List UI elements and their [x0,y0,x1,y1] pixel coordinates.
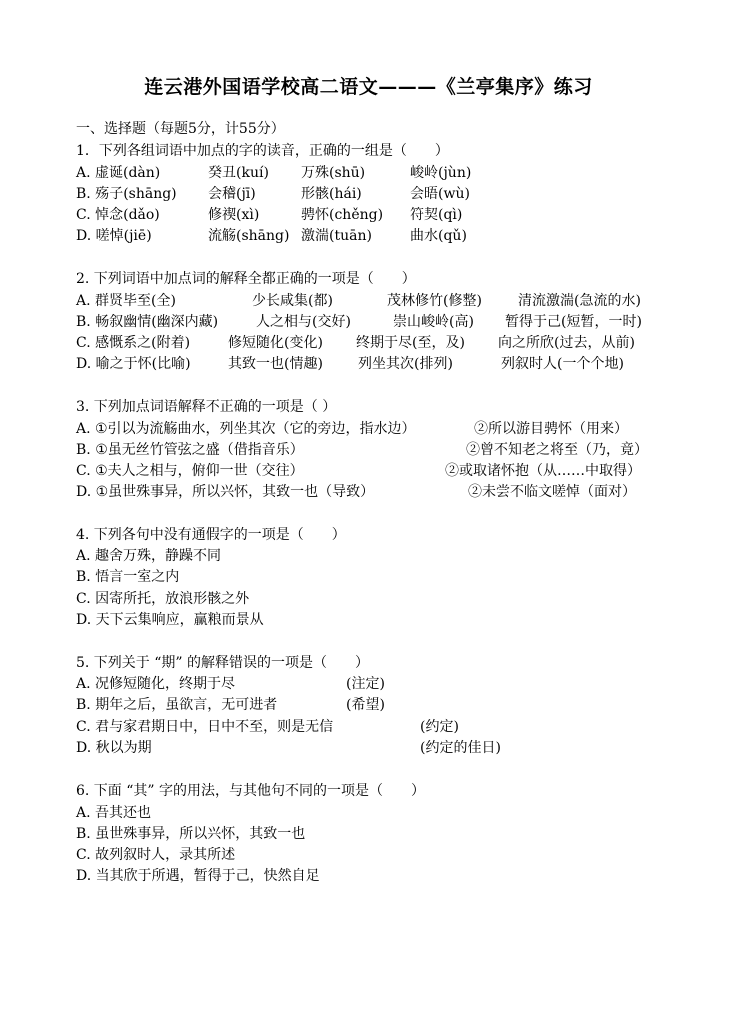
q1-c-4: 符契(qì) [410,207,463,223]
q1-option-a [76,163,676,183]
q1-d-4: 曲水(qǔ) [410,228,467,244]
q1-b-3: 形骸(hái) [301,186,362,202]
q2-c-2: 修短随化(变化) [228,335,323,351]
q3-option-c [76,461,666,481]
q5-b-text: B. 期年之后，虽欲言，无可进者 [76,697,278,713]
q1-a-1: A. 虚诞(dàn) [76,165,161,181]
q1-option-c [76,205,676,225]
q2-option-c [76,333,666,353]
q2-option-a [76,291,666,311]
q2-d-2: 其致一也(情趣) [228,356,323,372]
q1-b-1: B. 殇子(shāng) [76,186,177,202]
q2-a-1: A. 群贤毕至(全) [76,293,176,309]
q2-d-3: 列坐其次(排列) [358,356,453,372]
q1-c-1: C. 悼念(dǎo) [76,207,160,223]
q4-option-b: B. 悟言一室之内 [76,569,180,585]
q6-option-c: C. 故列叙时人，录其所述 [76,847,236,863]
q3-option-d [76,482,666,502]
q1-a-4: 峻岭(jùn) [410,165,472,181]
q1-option-b [76,184,676,204]
q5-c-text: C. 君与家君期日中，日中不至，则是无信 [76,719,334,735]
q2-c-1: C. 感慨系之(附着) [76,335,191,351]
q5-option-b [76,695,546,715]
q1-d-3: 激湍(tuān) [301,228,372,244]
q1-b-4: 会晤(wù) [410,186,470,202]
q1-a-3: 万殊(shū) [301,165,366,181]
q2-d-4: 列叙时人(一个个地) [501,356,624,372]
q5-option-c [76,717,546,737]
q5-option-a [76,674,546,694]
q1-c-3: 骋怀(chěng) [301,207,384,223]
q4-stem: 4. 下列各句中没有通假字的一项是（ ） [76,527,346,543]
q2-a-3: 茂林修竹(修整) [387,293,482,309]
q4-option-a: A. 趣舍万殊，静躁不同 [76,548,222,564]
q1-b-2: 会稽(jī) [208,186,256,202]
q2-option-d [76,354,666,374]
q6-option-d: D. 当其欣于所遇，暂得于己，快然自足 [76,868,320,884]
q5-b-meaning: (希望) [346,697,385,713]
q5-stem: 5. 下列关于 “期” 的解释错误的一项是（ ） [76,655,370,671]
q3-c-2: ②或取诸怀抱（从……中取得） [445,463,641,479]
q3-a-1: A. ①引以为流觞曲水，列坐其次（它的旁边，指水边） [76,421,416,437]
q4-option-d: D. 天下云集响应，赢粮而景从 [76,612,264,628]
q2-b-1: B. 畅叙幽情(幽深内藏) [76,314,219,330]
q3-option-a [76,419,666,439]
section-heading: 一、选择题（每题5分，计55分） [76,121,285,137]
q3-b-2: ②曾不知老之将至（乃，竟） [466,442,648,458]
q2-stem: 2. 下列词语中加点词的解释全都正确的一项是（ ） [76,271,416,287]
q2-b-2: 人之相与(交好) [256,314,351,330]
q3-d-2: ②未尝不临文嗟悼（面对） [468,484,636,500]
q3-d-1: D. ①虽世殊事异，所以兴怀，其致一也（导致） [76,484,375,500]
q3-b-1: B. ①虽无丝竹管弦之盛（借指音乐） [76,442,304,458]
q2-c-4: 向之所欣(过去，从前) [498,335,635,351]
q2-b-3: 崇山峻岭(高) [393,314,474,330]
q6-option-a: A. 吾其还也 [76,805,152,821]
q5-c-meaning: (约定) [420,719,459,735]
q1-stem: 1．下列各组词语中加点的字的读音，正确的一组是（ ） [76,143,449,159]
q3-option-b [76,440,666,460]
q5-a-meaning: (注定) [346,676,385,692]
q5-a-text: A. 况修短随化，终期于尽 [76,676,236,692]
q1-option-d [76,226,676,246]
q5-d-meaning: (约定的佳日) [420,740,501,756]
q2-b-4: 暂得于己(短暂，一时) [505,314,642,330]
q2-option-b [76,312,666,332]
q1-a-2: 癸丑(kuí) [208,165,269,181]
page-title: 连云港外国语学校高二语文———《兰亭集序》练习 [144,76,593,98]
q4-option-c: C. 因寄所托，放浪形骸之外 [76,591,250,607]
q6-stem: 6. 下面 “其” 字的用法，与其他句不同的一项是（ ） [76,783,426,799]
q5-option-d [76,738,546,758]
q5-d-text: D. 秋以为期 [76,740,152,756]
q3-stem: 3. 下列加点词语解释不正确的一项是（ ） [76,399,337,415]
q2-a-2: 少长咸集(都) [252,293,333,309]
q3-a-2: ②所以游目骋怀（用来） [474,421,628,437]
q2-c-3: 终期于尽(至，及) [356,335,465,351]
q3-c-1: C. ①夫人之相与，俯仰一世（交往） [76,463,304,479]
q1-d-2: 流觞(shāng) [208,228,290,244]
q6-option-b: B. 虽世殊事异，所以兴怀，其致一也 [76,826,306,842]
q2-a-4: 清流激湍(急流的水) [518,293,641,309]
q2-d-1: D. 喻之于怀(比喻) [76,356,191,372]
q1-d-1: D. 嗟悼(jiē) [76,228,152,244]
q1-c-2: 修禊(xì) [208,207,260,223]
